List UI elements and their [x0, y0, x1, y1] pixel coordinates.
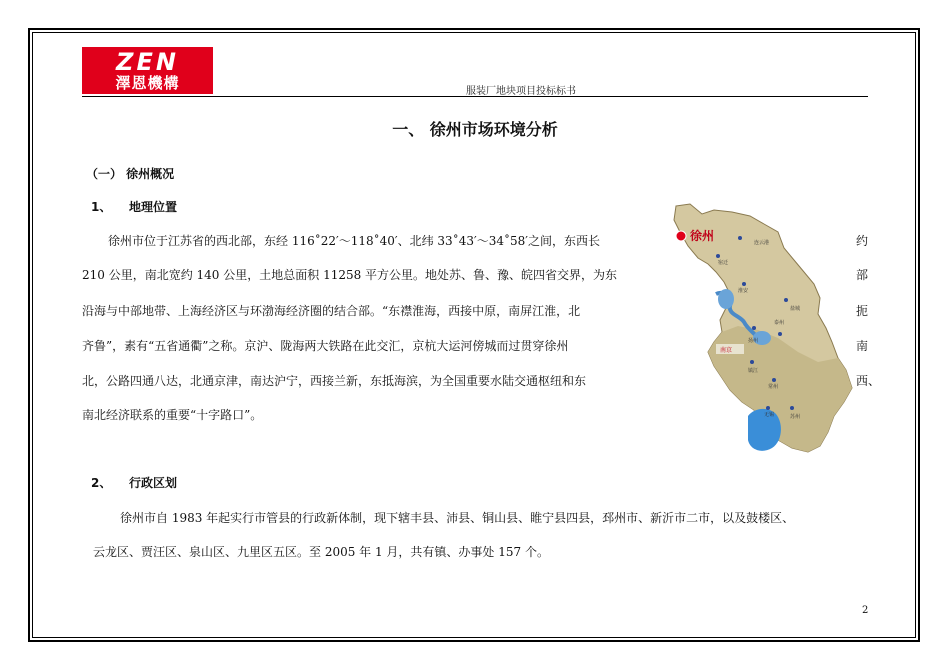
city-dot-icon [716, 254, 720, 258]
item1-heading: 地理位置 [129, 200, 178, 214]
item2-heading: 行政区划 [129, 476, 178, 490]
page-number: 2 [862, 605, 869, 616]
city-label: 宿迁 [718, 260, 729, 266]
city-dot-icon [742, 282, 746, 286]
city-label: 常州 [768, 384, 779, 390]
city-dot-icon [750, 360, 754, 364]
city-dot-icon [738, 236, 742, 240]
item1-number: 1、 [91, 200, 112, 214]
city-label: 连云港 [754, 240, 770, 246]
paragraph-line-end: 部 [856, 268, 869, 282]
city-label: 淮安 [738, 288, 749, 294]
paragraph-line-end: 西、 [856, 374, 881, 388]
city-dot-icon [790, 406, 794, 410]
highlight-label: 徐州 [690, 229, 715, 243]
paragraph-line: 南北经济联系的重要“十字路口”。 [82, 408, 263, 422]
paragraph-line-end: 约 [856, 234, 869, 248]
city-dot-icon [766, 406, 770, 410]
xuzhou-marker-icon [676, 231, 686, 241]
logo-name: 澤恩機構 [115, 74, 180, 92]
paragraph-line: 齐鲁”，素有“五省通衢”之称。京沪、陇海两大铁路在此交汇，京杭大运河傍城而过贯穿徐州 [82, 339, 569, 353]
paragraph-line: 北，公路四通八达，北通京津，南达沪宁，西接兰新，东抵海滨，为全国重要水陆交通枢纽和东 [82, 374, 587, 388]
city-label: 泰州 [774, 320, 785, 326]
city-label: 苏州 [790, 414, 801, 420]
city-label: 镇江 [748, 368, 759, 374]
logo-brand: ZEN [116, 48, 179, 76]
paragraph-line: 云龙区、贾汪区、泉山区、九里区五区。至 2005 年 1 月，共有镇、办事处 157 个。 [93, 545, 549, 559]
subsection-title: （一） 徐州概况 [86, 167, 175, 181]
paragraph-line: 210 公里，南北宽约 140 公里，土地总面积 11258 平方公里。地处苏、鲁、豫、皖四省交界，为东 [82, 268, 618, 282]
jiangsu-map-graphic [668, 202, 854, 454]
city-label: 无锡 [764, 412, 775, 418]
item2-number: 2、 [91, 476, 112, 490]
paragraph-line-end: 扼 [856, 304, 869, 318]
paragraph-line: 徐州市位于江苏省的西北部，东经 116˚22′～118˚40′、北纬 33˚43′～34˚58′之间，东西长 [108, 234, 600, 248]
city-label: 扬州 [748, 338, 759, 344]
jiangsu-map [668, 202, 854, 454]
city-dot-icon [772, 378, 776, 382]
city-label: 盐城 [790, 306, 801, 312]
city-dot-icon [778, 332, 782, 336]
city-dot-icon [752, 326, 756, 330]
zen-logo [82, 47, 213, 94]
city-label: 南京 [720, 347, 733, 354]
paragraph-line: 徐州市自 1983 年起实行市管县的行政新体制，现下辖丰县、沛县、铜山县、睢宁县四县，邳州市、新沂市二市，以及鼓楼区、 [120, 511, 795, 525]
lake-icon [718, 289, 734, 309]
document-header-title: 服装厂地块项目投标标书 [466, 86, 576, 97]
paragraph-line: 沿海与中部地带、上海经济区与环渤海经济圈的结合部。“东襟淮海，西接中原，南屏江淮，北 [82, 304, 581, 318]
paragraph-line-end: 南 [856, 339, 869, 353]
section-title: 一、 徐州市场环境分析 [392, 120, 558, 139]
header-divider [82, 96, 868, 97]
city-dot-icon [784, 298, 788, 302]
